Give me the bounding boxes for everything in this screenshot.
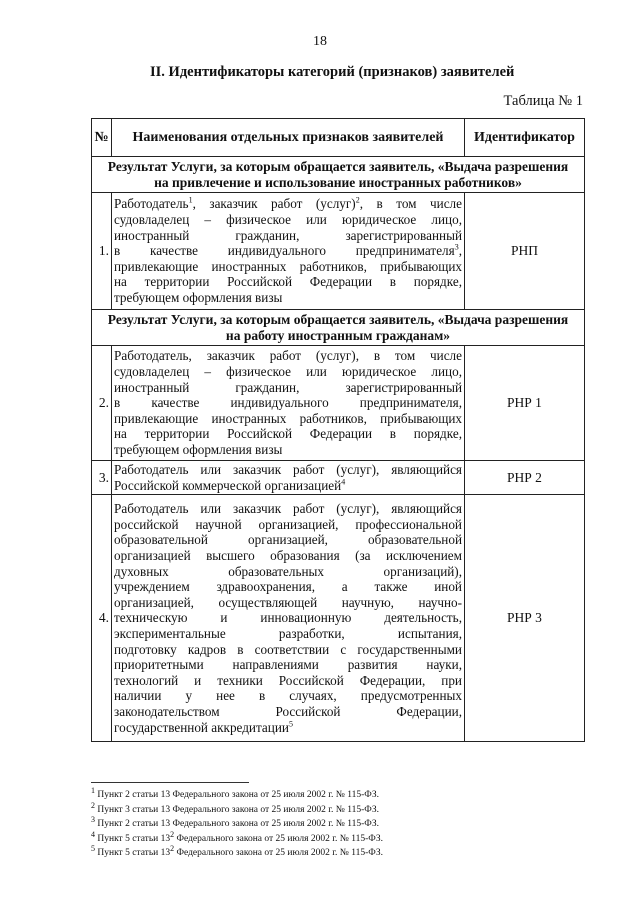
footnote-text: Пункт 5 статьи 13 [95, 833, 171, 844]
desc-line [114, 243, 462, 259]
table-row [92, 495, 585, 742]
desc-line: требующем оформления визы [114, 441, 283, 457]
header-id: Идентификатор [465, 119, 585, 157]
table-row [92, 193, 585, 310]
footnote-mark: 2 [170, 844, 175, 854]
desc-line: духовных образовательных организаций), [114, 563, 462, 579]
desc-line: приоритетными направлениями развития науки, [114, 657, 462, 673]
desc-line: организацией высшего образования (за исключением [114, 548, 462, 564]
desc-line: Работодатель или заказчик работ (услуг), являющийся [114, 462, 462, 477]
footnote-text: Пункт 2 статьи 13 Федерального закона от 25 июля 2002 г. № 115-ФЗ. [95, 790, 379, 800]
text-fragment: , в том числе [359, 196, 462, 212]
desc-line: подготовку кадров в соответствии с государственными [114, 641, 462, 657]
desc-line: привлекающие иностранных работников, прибывающих [114, 258, 462, 274]
row-number: 4. [92, 495, 112, 742]
section-heading: II. Идентификаторы категорий (признаков) заявителей [150, 64, 515, 80]
desc-line [114, 720, 462, 736]
header-name: Наименования отдельных признаков заявителей [112, 119, 465, 157]
footnote-mark: 2 [91, 800, 95, 810]
section-title-1: Результат Услуги, за которым обращается заявитель, «Выдача разрешения на привлечение и использование иностранных работников» [92, 157, 585, 193]
table-row [92, 346, 585, 461]
header-num: № [92, 119, 112, 157]
section-title-2: Результат Услуги, за которым обращается заявитель, «Выдача разрешения на работу иностранным гражданам» [92, 310, 585, 346]
footnote-mark: 2 [170, 829, 175, 839]
text-fragment: , [458, 243, 462, 259]
row-identifier: РНР 2 [465, 461, 585, 495]
row-number: 3. [92, 461, 112, 495]
desc-line: привлекающие иностранных работников, прибывающих [114, 410, 462, 426]
table-label: Таблица № 1 [503, 93, 583, 109]
text-fragment: в качестве индивидуального предпринимателя [114, 243, 455, 259]
desc-line: на территории Российской Федерации в порядке, [114, 274, 462, 290]
desc-line: учреждением здравоохранения, а также иной [114, 579, 462, 595]
footnote-mark: 5 [91, 844, 95, 854]
desc-line [114, 478, 462, 494]
desc-line: Работодатель или заказчик работ (услуг), являющийся [114, 501, 462, 517]
row-description [112, 193, 465, 310]
desc-line: требующем оформления визы [114, 289, 283, 305]
footnote [91, 829, 383, 847]
page-number: 18 [313, 34, 327, 49]
footnote-mark: 4 [91, 829, 95, 839]
desc-line [114, 196, 462, 212]
desc-line: на территории Российской Федерации в порядке, [114, 426, 462, 442]
row-description [112, 495, 465, 742]
footnotes [91, 785, 383, 861]
desc-line: судовладелец – физическое или юридическое лицо, [114, 364, 462, 380]
footnote-ref: 5 [288, 719, 293, 729]
desc-line: образовательной организацией, образовательной [114, 532, 462, 548]
desc-line: технологий и техники Российской Федерации, при [114, 672, 462, 688]
table-header-row [92, 119, 585, 157]
desc-line: Работодатель, заказчик работ (услуг), в том числе [114, 348, 462, 364]
footnote-mark: 3 [91, 815, 95, 825]
footnote-ref: 4 [341, 477, 346, 487]
desc-line: организацией, осуществляющей научную, научно- [114, 594, 462, 610]
footnote [91, 785, 383, 803]
row-identifier: РНР 3 [465, 495, 585, 742]
footnote-mark: 1 [91, 785, 95, 795]
footnote-text: Федерального закона от 25 июля 2002 г. № 115-ФЗ. [174, 833, 383, 844]
footnote-ref: 1 [188, 196, 193, 206]
footnote-text: Федерального закона от 25 июля 2002 г. № 115-ФЗ. [174, 848, 383, 859]
desc-line: иностранный гражданин, зарегистрированный [114, 379, 462, 395]
table-row [92, 461, 585, 495]
text-fragment: государственной аккредитации [114, 719, 289, 735]
footnote-text: Пункт 5 статьи 13 [95, 848, 171, 859]
desc-line: законодательством Российской Федерации, [114, 703, 462, 719]
text-fragment: Работодатель [114, 196, 189, 212]
desc-line: иностранный гражданин, зарегистрированный [114, 227, 462, 243]
footnote-ref: 2 [355, 196, 360, 206]
text-fragment: , заказчик работ (услуг) [192, 196, 356, 212]
footnote-divider [91, 782, 249, 783]
row-description [112, 461, 465, 495]
section-row-1 [92, 157, 585, 193]
row-description [112, 346, 465, 461]
desc-line: в качестве индивидуального предпринимателя, [114, 395, 462, 411]
row-identifier: РНР 1 [465, 346, 585, 461]
footnote-text: Пункт 2 статьи 13 Федерального закона от 25 июля 2002 г. № 115-ФЗ. [95, 819, 379, 830]
row-number: 1. [92, 193, 112, 310]
desc-line: наличии у нее в случаях, предусмотренных [114, 688, 462, 704]
footnote-text: Пункт 3 статьи 13 Федерального закона от 25 июля 2002 г. № 115-ФЗ. [95, 804, 379, 815]
section-row-2 [92, 310, 585, 346]
row-number: 2. [92, 346, 112, 461]
desc-line: судовладелец – физическое или юридическое лицо, [114, 212, 462, 228]
footnote-ref: 3 [454, 242, 459, 252]
row-identifier: РНП [465, 193, 585, 310]
footnote [91, 800, 383, 818]
desc-line: российской научной организацией, профессиональной [114, 516, 462, 532]
desc-line: экспериментальные разработки, испытания, [114, 625, 462, 641]
desc-line: техническую и инновационную деятельность, [114, 610, 462, 626]
identifiers-table [91, 118, 585, 742]
footnote [91, 817, 383, 832]
text-fragment: Российской коммерческой организацией [114, 477, 342, 493]
footnote [91, 846, 383, 861]
